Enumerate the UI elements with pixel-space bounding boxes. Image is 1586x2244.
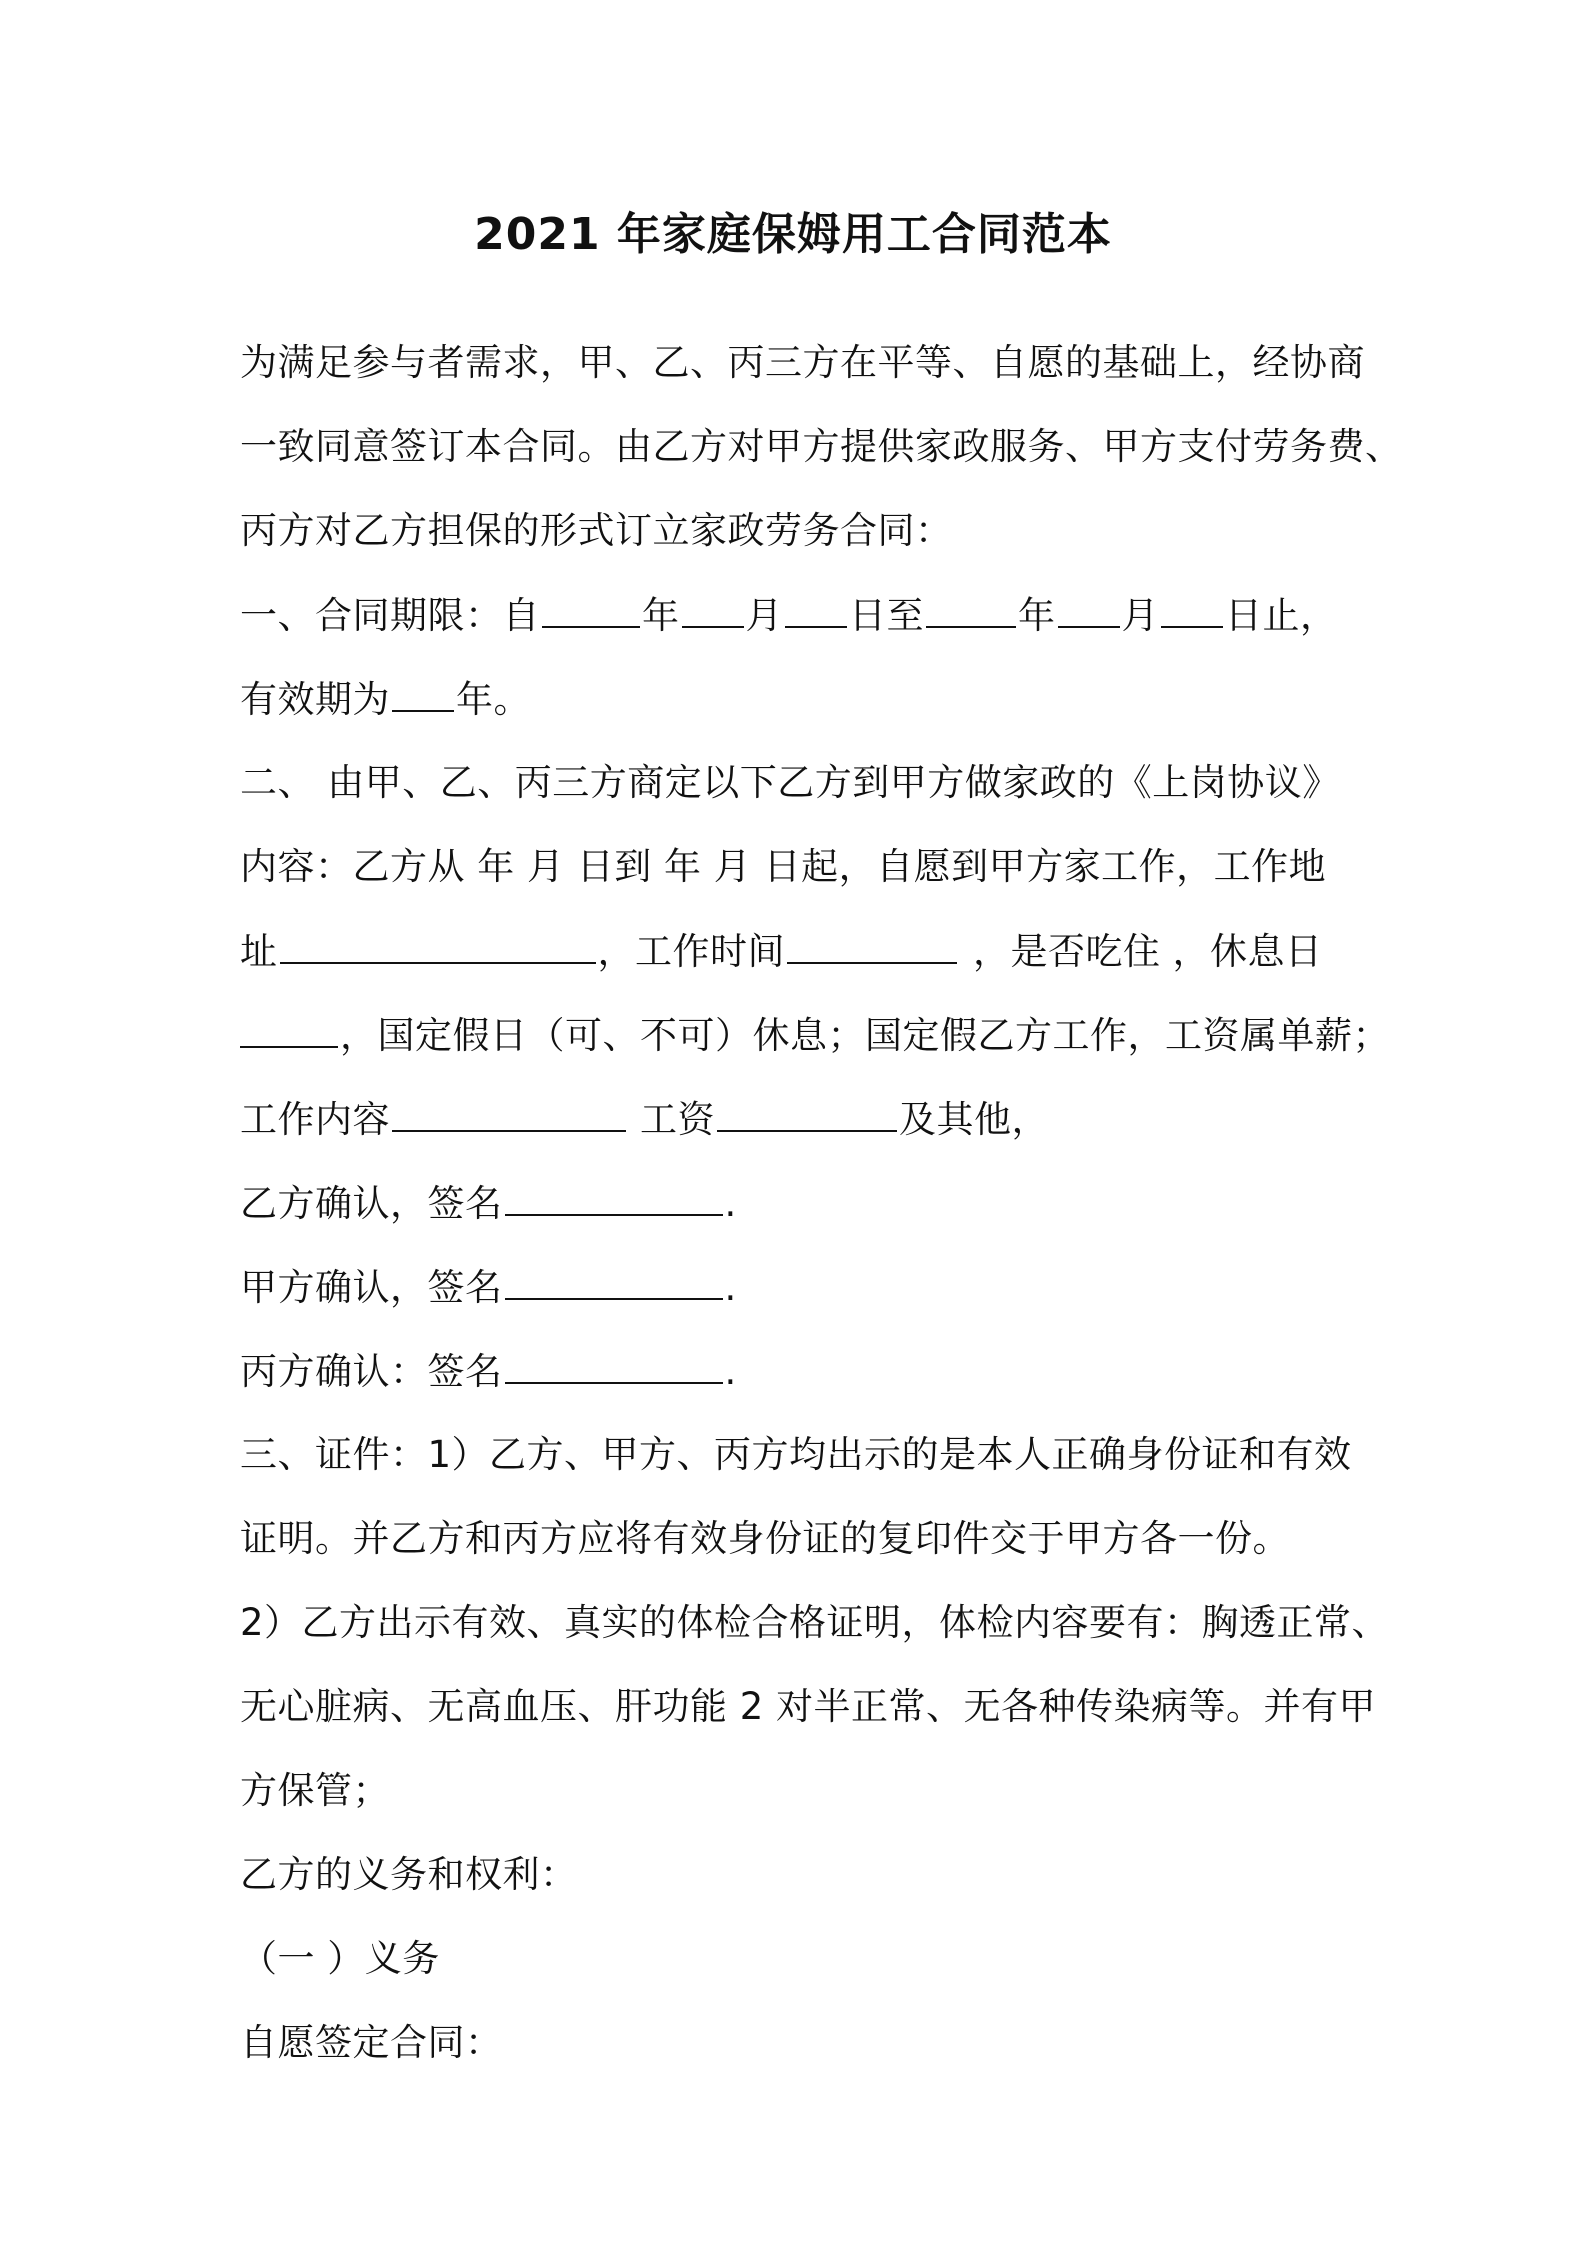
- contract-term-line: [240, 590, 1338, 641]
- term-day-2: 日止，: [1225, 594, 1338, 637]
- signature-line-c: [240, 1346, 737, 1397]
- board-label: ，是否吃住: [973, 930, 1161, 973]
- term-month-2: 月: [1121, 594, 1159, 637]
- work-content-label: 工作内容: [240, 1098, 390, 1141]
- paragraph-line: 二、 由甲、乙、丙三方商定以下乙方到甲方做家政的《上岗协议》: [240, 761, 1340, 804]
- rest-label: ，休息日: [1172, 930, 1323, 973]
- blank-field: [392, 674, 454, 712]
- blank-field: [240, 1010, 338, 1048]
- signature-blank: [505, 1346, 723, 1384]
- signature-end: .: [724, 1350, 737, 1393]
- holiday-text: ，国定假日（可、不可）休息；国定假乙方工作，工资属单薪；: [340, 1014, 1390, 1057]
- paragraph-line: 自愿签定合同：: [240, 2021, 503, 2064]
- validity-suffix: 年。: [456, 678, 531, 721]
- holiday-line: [240, 1010, 1390, 1061]
- blank-field: [542, 590, 640, 628]
- section-heading: 乙方的义务和权利：: [240, 1853, 578, 1896]
- paragraph-line: 内容：乙方从 年 月 日到 年 月 日起，自愿到甲方家工作，工作地: [240, 845, 1327, 888]
- term-month-1: 月: [745, 594, 783, 637]
- term-year-1: 年: [642, 594, 680, 637]
- signature-line-a: [240, 1262, 737, 1313]
- blank-field: [392, 1094, 626, 1132]
- signature-label: 丙方确认：签名: [240, 1350, 503, 1393]
- signature-blank: [505, 1262, 723, 1300]
- wage-label: 工资: [640, 1098, 715, 1141]
- paragraph-line: 无心脏病、无高血压、肝功能 2 对半正常、无各种传染病等。并有甲: [240, 1685, 1377, 1728]
- signature-blank: [505, 1178, 723, 1216]
- address-line: [240, 926, 1323, 977]
- paragraph-line: 为满足参与者需求，甲、乙、丙三方在平等、自愿的基础上，经协商: [240, 341, 1365, 384]
- signature-end: .: [724, 1182, 737, 1225]
- blank-field: [1058, 590, 1120, 628]
- paragraph-line: 丙方对乙方担保的形式订立家政劳务合同：: [240, 509, 953, 552]
- blank-field: [717, 1094, 897, 1132]
- validity-prefix: 有效期为: [240, 678, 390, 721]
- paragraph-line: 三、证件：1）乙方、甲方、丙方均出示的是本人正确身份证和有效: [240, 1433, 1352, 1476]
- work-content-line: [240, 1094, 1049, 1145]
- blank-field: [1161, 590, 1223, 628]
- work-content-suffix: 及其他，: [899, 1098, 1049, 1141]
- paragraph-line: 一致同意签订本合同。由乙方对甲方提供家政服务、甲方支付劳务费、: [240, 425, 1403, 468]
- paragraph-line: 证明。并乙方和丙方应将有效身份证的复印件交于甲方各一份。: [240, 1517, 1290, 1560]
- page-title: 2021 年家庭保姆用工合同范本: [474, 209, 1112, 260]
- signature-end: .: [724, 1266, 737, 1309]
- validity-line: [240, 674, 531, 725]
- blank-field: [926, 590, 1016, 628]
- address-prefix: 址: [240, 930, 278, 973]
- term-year-2: 年: [1018, 594, 1056, 637]
- signature-label: 甲方确认，签名: [240, 1266, 503, 1309]
- term-prefix: 一、合同期限：自: [240, 594, 540, 637]
- blank-field: [280, 926, 596, 964]
- subsection-heading: （一 ）义务: [240, 1937, 440, 1980]
- signature-label: 乙方确认，签名: [240, 1182, 503, 1225]
- blank-field: [682, 590, 744, 628]
- blank-field: [787, 926, 957, 964]
- work-time-label: ，工作时间: [597, 930, 785, 973]
- paragraph-line: 方保管；: [240, 1769, 390, 1812]
- term-day-1: 日至: [849, 594, 924, 637]
- paragraph-line: 2）乙方出示有效、真实的体检合格证明，体检内容要有：胸透正常、: [240, 1601, 1390, 1644]
- blank-field: [785, 590, 847, 628]
- signature-line-b: [240, 1178, 737, 1229]
